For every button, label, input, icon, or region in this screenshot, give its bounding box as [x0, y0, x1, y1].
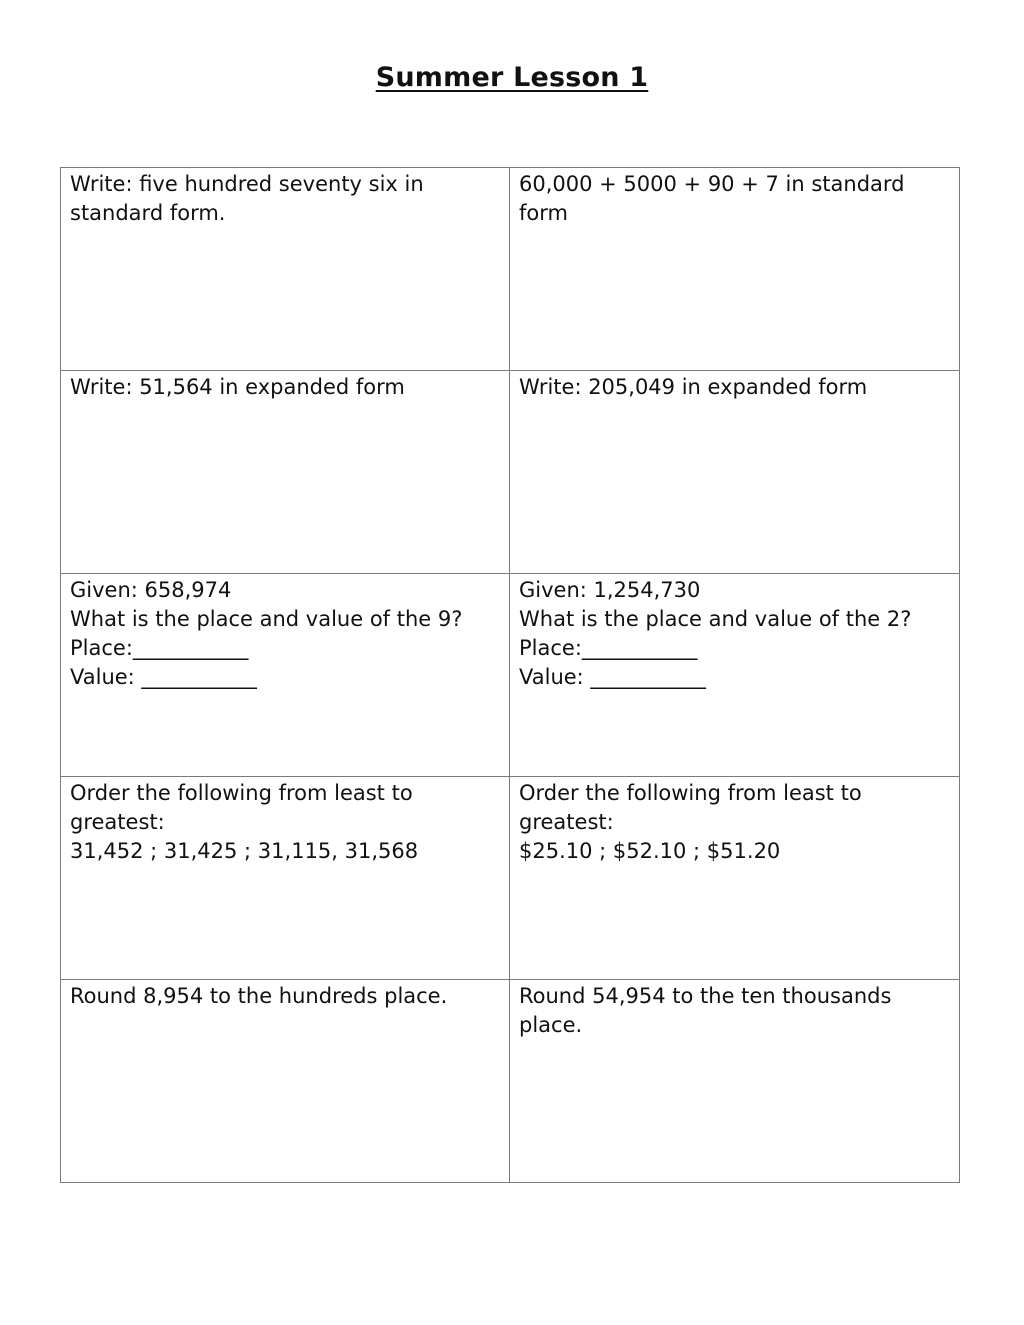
problem-cell [510, 980, 960, 1183]
table-row [61, 371, 960, 574]
problem-cell [510, 371, 960, 574]
place-answer-line: Place:___________ [70, 636, 249, 660]
problem-text: Write: 205,049 in expanded form [519, 375, 868, 399]
place-answer-line: Place:___________ [519, 636, 698, 660]
problem-text: Order the following from least to [519, 781, 862, 805]
value-answer-line: Value: ___________ [519, 665, 706, 689]
table-row [61, 168, 960, 371]
table-row [61, 980, 960, 1183]
problem-text: 31,452 ; 31,425 ; 31,115, 31,568 [70, 839, 419, 863]
problem-text: Given: 1,254,730 [519, 578, 701, 602]
problem-cell [510, 574, 960, 777]
problem-text: Given: 658,974 [70, 578, 232, 602]
table-row [61, 574, 960, 777]
worksheet-table [60, 167, 960, 1183]
problem-cell [510, 168, 960, 371]
problem-text: Order the following from least to [70, 781, 413, 805]
problem-text: Write: 51,564 in expanded form [70, 375, 405, 399]
problem-text: What is the place and value of the 9? [70, 607, 463, 631]
problem-text: greatest: [70, 810, 165, 834]
value-answer-line: Value: ___________ [70, 665, 257, 689]
problem-text: Round 54,954 to the ten thousands [519, 984, 892, 1008]
problem-cell [61, 777, 510, 980]
table-row [61, 777, 960, 980]
problem-cell [61, 168, 510, 371]
problem-text: greatest: [519, 810, 614, 834]
problem-text: What is the place and value of the 2? [519, 607, 912, 631]
problem-text: place. [519, 1013, 583, 1037]
problem-text: standard form. [70, 201, 226, 225]
problem-cell [61, 371, 510, 574]
problem-text: Round 8,954 to the hundreds place. [70, 984, 448, 1008]
page-title: Summer Lesson 1 [375, 62, 649, 93]
problem-text: Write: five hundred seventy six in [70, 172, 424, 196]
problem-cell [61, 574, 510, 777]
problem-text: $25.10 ; $52.10 ; $51.20 [519, 839, 781, 863]
problem-text: form [519, 201, 568, 225]
problem-cell [61, 980, 510, 1183]
problem-text: 60,000 + 5000 + 90 + 7 in standard [519, 172, 905, 196]
problem-cell [510, 777, 960, 980]
